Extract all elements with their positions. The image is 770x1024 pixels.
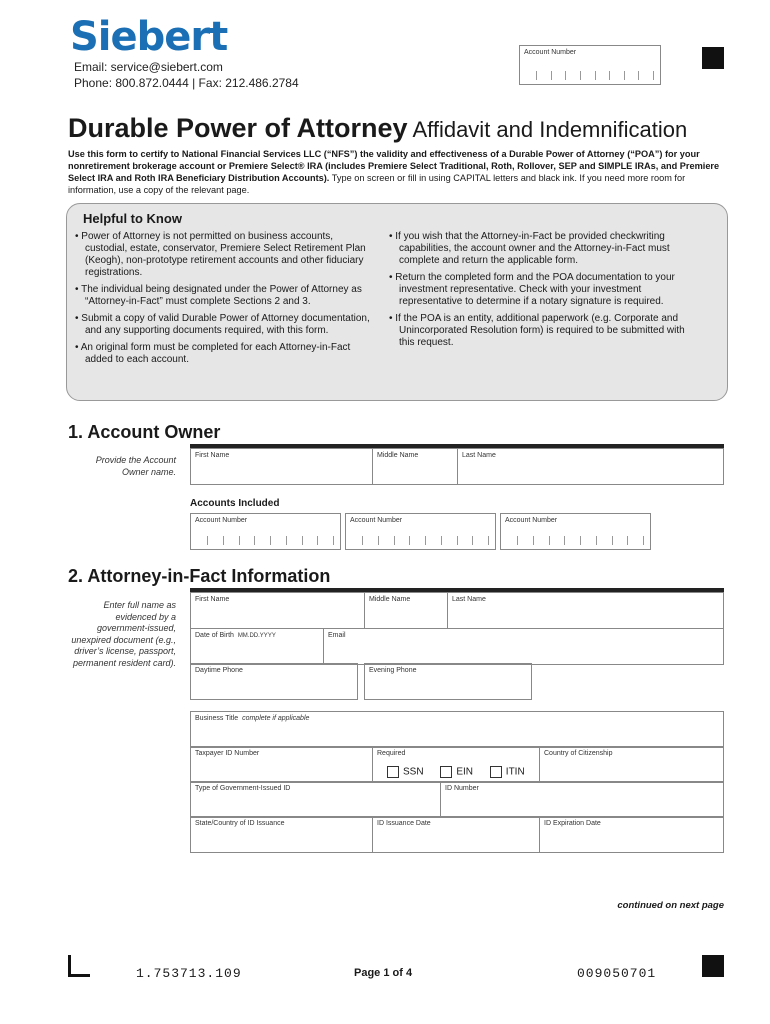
helpful-to-know-box — [66, 203, 728, 401]
aif-last-name-field[interactable] — [447, 592, 724, 629]
aif-id-number-field[interactable] — [440, 781, 724, 818]
field-label — [195, 715, 309, 722]
field-label: Type of Government-Issued ID — [195, 785, 291, 792]
section2-title: 2. Attorney-in-Fact Information — [68, 566, 331, 586]
field-label: Email — [328, 632, 346, 639]
field-label: Account Number — [505, 517, 558, 524]
ein-checkbox[interactable] — [440, 766, 452, 778]
page-number: Page 1 of 4 — [354, 967, 413, 979]
dob-format: MM.DD.YYYY — [237, 633, 276, 639]
email-line: Email: service@siebert.com — [74, 60, 223, 74]
phone-line: Phone: 800.872.0444 | Fax: 212.486.2784 — [74, 76, 299, 90]
field-label: Middle Name — [377, 452, 419, 459]
field-label: Taxpayer ID Number — [195, 750, 260, 757]
aif-citizenship-field[interactable] — [539, 746, 724, 783]
intro-bold: Use this form to certify to National Financial Services LLC (“NFS”) the validity and effectiveness of a Durable Power of Attorney (“POA”) for your nonretirement brokerage account or Premiere Select® IRA (includes Premiere Select Traditional, Roth, Rollover, SEP and SIMPLE IRAs, and Premiere Select IRA and Roth IRA Beneficiary Distribution Accounts). — [68, 149, 720, 183]
owner-middle-name-field[interactable] — [372, 448, 458, 485]
ssn-checkbox[interactable] — [387, 766, 399, 778]
helpful-item: • Submit a copy of valid Durable Power of Attorney documentation, and any supporting documents required, with this form. — [75, 313, 370, 336]
form-code-left: 1.753713.109 — [136, 966, 242, 981]
aif-id-state-field[interactable] — [190, 816, 373, 853]
owner-first-name-field[interactable] — [190, 448, 373, 485]
aif-taxpayer-id-field[interactable] — [190, 746, 373, 783]
intro-normal: Type on screen or fill in using CAPITAL letters and black ink. If you need more room for information, use a copy of the relevant page. — [68, 173, 686, 195]
section1-title: 1. Account Owner — [68, 422, 221, 442]
helpful-item: • Return the completed form and the POA documentation to your investment representative. Check with your investment representative to determine if a notary signature is required. — [389, 272, 675, 307]
dob-label: Date of Birth — [195, 632, 234, 639]
aif-middle-name-field[interactable] — [364, 592, 448, 629]
helpful-item: • An original form must be completed for each Attorney-in-Fact added to each account. — [75, 342, 351, 365]
corner-mark — [68, 955, 90, 977]
helpful-item: • If the POA is an entity, additional paperwork (e.g. Corporate and Unincorporated Resolution form) is required to be submitted with this request. — [389, 313, 685, 348]
field-label: ID Number — [445, 785, 479, 792]
helpful-left-column — [75, 231, 371, 371]
owner-last-name-field[interactable] — [457, 448, 724, 485]
page-title — [68, 113, 687, 144]
tax-id-type-options — [387, 766, 525, 778]
ssn-label: SSN — [403, 766, 424, 778]
field-label: Required — [377, 750, 406, 757]
helpful-item: • The individual being designated under the Power of Attorney as “Attorney-in-Fact” must complete Sections 2 and 3. — [75, 284, 362, 307]
field-label: ID Issuance Date — [377, 820, 431, 827]
registration-mark-bottom — [702, 955, 724, 977]
aif-business-title-field[interactable] — [190, 711, 724, 748]
business-title-label: Business Title — [195, 715, 239, 722]
section2-side-note: Enter full name as evidenced by a government-issued, unexpired document (e.g., driver’s license, passport, permanent resident card). — [71, 600, 176, 668]
registration-mark — [702, 47, 724, 69]
field-label: Last Name — [462, 452, 496, 459]
siebert-logo: Siebert — [70, 14, 228, 60]
title-light: Affidavit and Indemnification — [407, 117, 688, 142]
aif-daytime-phone-field[interactable] — [190, 663, 358, 700]
helpful-item: • Power of Attorney is not permitted on business accounts, custodial, estate, conservator, Premiere Select Retirement Plan (Keogh), non-prototype retirement accounts and other fiduciary registrations. — [75, 231, 366, 278]
owner-account-number-field-2[interactable] — [345, 513, 496, 550]
accounts-included-label: Accounts Included — [190, 498, 280, 509]
owner-account-number-field-3[interactable] — [500, 513, 651, 550]
aif-first-name-field[interactable] — [190, 592, 365, 629]
itin-checkbox[interactable] — [490, 766, 502, 778]
ein-label: EIN — [456, 766, 474, 778]
aif-evening-phone-field[interactable] — [364, 663, 532, 700]
field-label: State/Country of ID Issuance — [195, 820, 285, 827]
form-code-right: 009050701 — [577, 966, 657, 981]
field-label: Country of Citizenship — [544, 750, 613, 757]
section1-side-note: Provide the Account Owner name. — [95, 455, 176, 477]
account-number-label: Account Number — [524, 49, 577, 56]
field-label: First Name — [195, 452, 230, 459]
field-label: ID Expiration Date — [544, 820, 601, 827]
business-title-note: complete if applicable — [242, 715, 310, 722]
title-bold: Durable Power of Attorney — [68, 113, 408, 143]
aif-id-issuance-date-field[interactable] — [372, 816, 540, 853]
field-label — [195, 632, 276, 639]
helpful-item: • If you wish that the Attorney-in-Fact be provided checkwriting capabilities, the account owner and the Attorney-in-Fact must complete and return the applicable form. — [389, 231, 670, 266]
itin-label: ITIN — [505, 766, 525, 778]
header-account-number-field[interactable] — [519, 45, 661, 85]
aif-email-field[interactable] — [323, 628, 724, 665]
field-label: First Name — [195, 596, 230, 603]
helpful-title: Helpful to Know — [83, 211, 182, 226]
aif-gov-id-type-field[interactable] — [190, 781, 441, 818]
field-label: Last Name — [452, 596, 486, 603]
field-label: Daytime Phone — [195, 667, 243, 674]
aif-dob-field[interactable] — [190, 628, 324, 665]
field-label: Account Number — [195, 517, 248, 524]
aif-tax-id-type-group — [372, 746, 540, 783]
owner-account-number-field-1[interactable] — [190, 513, 341, 550]
field-label: Account Number — [350, 517, 403, 524]
aif-id-expiration-date-field[interactable] — [539, 816, 724, 853]
helpful-right-column — [389, 231, 687, 354]
intro-text — [68, 148, 728, 196]
continued-note: continued on next page — [617, 900, 724, 911]
field-label: Middle Name — [369, 596, 411, 603]
field-label: Evening Phone — [369, 667, 417, 674]
